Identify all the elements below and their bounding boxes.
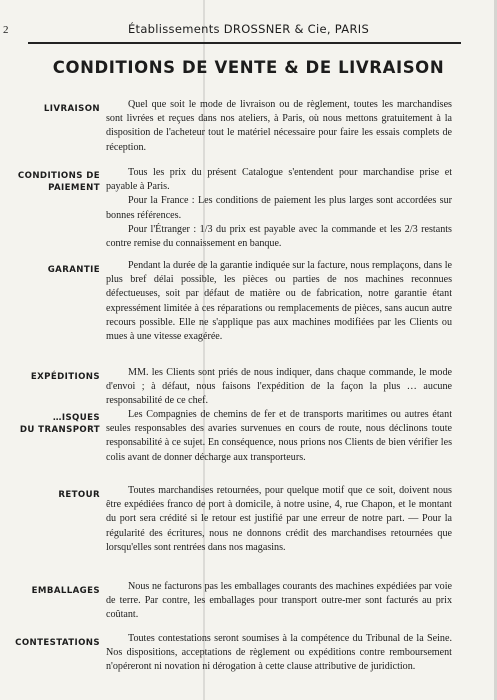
section-label: GARANTIE — [47, 265, 100, 275]
page-title: CONDITIONS DE VENTE & DE LIVRAISON — [52, 58, 445, 77]
section-text: Toutes contestations seront soumises à la compétence du Tribunal de la Seine. Nos dispositions, acceptations de règlement ou expéditions contre remboursement n'opéreront ni novation ni dérogation à cette clause attributive de juridiction. — [106, 633, 452, 673]
section-text: Toutes marchandises retournées, pour quelque motif que ce soit, doivent nous être expédiées franco de port à domicile, à notre usine, 4, rue Chapon, et le montant du port sera crédité si le retour est justifié par une erreur de notre part. — Pour la régularité des écritures, nous ne donnons crédit des marchandises retournées que lorsqu'elles sont rentrées dans nos magasins. — [106, 485, 452, 553]
section-label: CONDITIONS DE PAIEMENT — [17, 171, 100, 193]
section-label: EXPÉDITIONS — [30, 372, 100, 382]
section-label: …ISQUES DU TRANSPORT — [19, 413, 100, 435]
section-text: Nous ne facturons pas les emballages courants des machines expédiées par voie de terre. Par contre, les emballages pour transport outre-mer sont facturés au prix coûtant. — [106, 581, 452, 621]
section-text: Tous les prix du présent Catalogue s'entendent pour marchandise prise et payable à Paris. Pour la France : Les conditions de paiement les plus larges sont accordées sur bonnes références. Pour l'Étranger : 1/3 du prix est payable avec la commande et les 2/3 restants contre remise du connaissement en banque. — [106, 167, 452, 250]
section-text: Quel que soit le mode de livraison ou de règlement, toutes les marchandises sont livrées et reçues dans nos ateliers, à Paris, où nous mettons gratuitement à la disposition de l'acheteur tout le matériel nécessaire pour faire les essais complets de réception. — [106, 99, 452, 153]
section-text: Les Compagnies de chemins de fer et de transports maritimes ou autres étant seules responsables des avaries survenues en cours de route, nous déclinons toute responsabilité à ce sujet. En conséquence, nous prions nos Clients de bien vérifier les colis avant de donner décharge aux transporteurs. — [106, 409, 452, 463]
section-label: LIVRAISON — [43, 104, 100, 114]
section-label: CONTESTATIONS — [15, 638, 100, 648]
section-text: Pendant la durée de la garantie indiquée sur la facture, nous remplaçons, dans le plus bref délai possible, les pièces ou parties de nos machines reconnues défectueuses, soit par défaut de matière ou de fabrication, notre garantie étant expressément limitée à ces réparations ou remplacements de pièces, sans aucun autre recours possible. Elle ne s'applique pas aux machines modifiées par les Clients ou mues à une vitesse exagérée. — [106, 260, 452, 343]
section-label: RETOUR — [58, 490, 100, 500]
section-label: EMBALLAGES — [31, 586, 100, 596]
company-header: Établissements DROSSNER & Cie, PARIS — [127, 22, 370, 36]
page-number: 2 — [3, 24, 9, 36]
section-text: MM. les Clients sont priés de nous indiquer, dans chaque commande, le mode d'envoi ; à défaut, nous faisons l'expédition de la façon la plus … aucune responsabilité de ce chef. — [106, 367, 452, 407]
header-rule — [28, 42, 461, 44]
